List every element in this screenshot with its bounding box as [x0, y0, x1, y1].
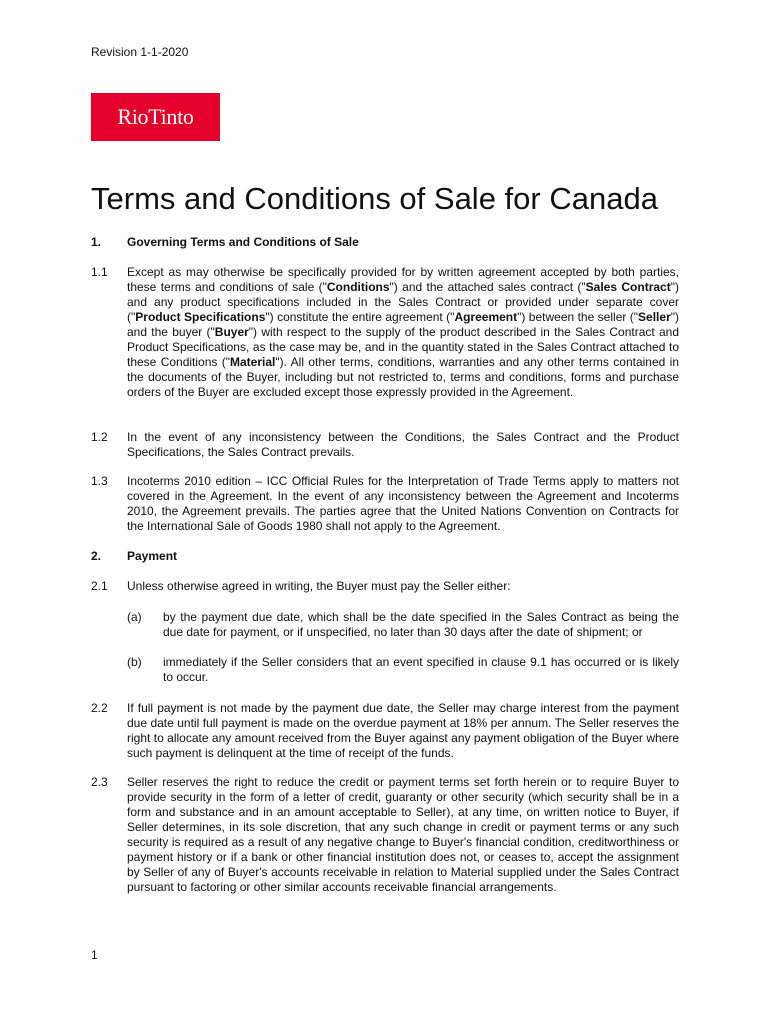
page-number: 1	[91, 948, 98, 962]
defined-term: Seller	[638, 310, 671, 324]
section-heading-2	[91, 549, 177, 563]
clause-text: Unless otherwise agreed in writing, the Buyer must pay the Seller either:	[127, 579, 511, 593]
clause-2-1-a	[127, 610, 679, 640]
clause-text: In the event of any inconsistency between the Conditions, the Sales Contract and the Product Specifications, the Sales Contract prevails.	[127, 430, 679, 459]
revision-label: Revision 1-1-2020	[91, 45, 189, 59]
clause-text: Except as may otherwise be specifically provided for by written agreement accepted by both parties, these terms and conditions of sale ("Conditions") and the attached sales contract ("Sales Contract") and any product specifications included in the Sales Contract or provided under separate cover ("Product Specifications") constitute the entire agreement ("Agreement") between the seller ("Seller") and the buyer ("Buyer") with respect to the supply of the product described in the Sales Contract and Product Specifications, as the case may be, and in the quantity stated in the Sales Contract attached to these Conditions ("Material"). All other terms, conditions, warranties and any other terms contained in the documents of the Buyer, including but not restricted to, terms and conditions, forms and purchase orders of the Buyer are excluded except those expressly provided in the Agreement.	[127, 265, 680, 399]
clause-text: Incoterms 2010 edition – ICC Official Rules for the Interpretation of Trade Terms apply to matters not covered in the Agreement. In the event of any inconsistency between the Agreement and Incoterms 2010, the Agreement prevails. The parties agree that the United Nations Convention on Contracts for the International Sale of Goods 1980 shall not apply to the Agreement.	[127, 474, 679, 533]
defined-term: Material	[230, 355, 276, 369]
clause-number: 2.3	[91, 775, 108, 789]
clause-number: 1.3	[91, 474, 108, 488]
clause-2-2	[91, 701, 679, 761]
clause-text: Seller reserves the right to reduce the credit or payment terms set forth herein or to require Buyer to provide security in the form of a letter of credit, guaranty or other security (which security shall be in a form and substance and in an amount acceptable to Seller), at any time, on written notice to Buyer, if Seller determines, in its sole discretion, that any such change in credit or payment terms or any such security is required as a result of any negative change to Buyer's financial condition, creditworthiness or payment history or if a bank or other financial institution does not, or ceases to, accept the assignment by Seller of any of Buyer's accounts receivable in relation to Material supplied under the Sales Contract pursuant to factoring or other similar accounts receivable financial arrangements.	[127, 775, 679, 894]
section-title: Payment	[127, 549, 178, 563]
clause-number: 2.2	[91, 701, 108, 715]
clause-2-1-b	[127, 655, 679, 685]
section-heading-1	[91, 235, 359, 249]
clause-2-3	[91, 775, 679, 895]
subclause-number: (b)	[127, 655, 142, 669]
clause-number: 2.1	[91, 579, 108, 593]
clause-number: 1.1	[91, 265, 108, 279]
rio-tinto-logo	[91, 93, 220, 141]
defined-term: Product Specifications	[135, 310, 266, 324]
logo-text: RioTinto	[117, 104, 194, 129]
section-number: 2.	[91, 549, 102, 563]
clause-1-2	[91, 430, 679, 460]
section-title: Governing Terms and Conditions of Sale	[127, 235, 359, 249]
clause-text: If full payment is not made by the payment due date, the Seller may charge interest from the payment due date until full payment is made on the overdue payment at 18% per annum. The Seller reserves the right to allocate any amount received from the Buyer against any payment obligation of the Buyer where such payment is delinquent at the time of receipt of the funds.	[127, 701, 679, 760]
subclause-text: by the payment due date, which shall be the date specified in the Sales Contract as being the due date for payment, or if unspecified, no later than 30 days after the date of shipment; or	[163, 610, 679, 639]
defined-term: Sales Contract	[585, 280, 671, 294]
clause-1-1	[91, 265, 679, 400]
clause-2-1	[91, 579, 679, 594]
clause-1-3	[91, 474, 679, 534]
section-number: 1.	[91, 235, 102, 249]
defined-term: Conditions	[326, 280, 390, 294]
subclause-number: (a)	[127, 610, 142, 624]
defined-term: Agreement	[454, 310, 518, 324]
defined-term: Buyer	[214, 325, 249, 339]
document-title: Terms and Conditions of Sale for Canada	[91, 181, 658, 216]
clause-number: 1.2	[91, 430, 108, 444]
subclause-text: immediately if the Seller considers that an event specified in clause 9.1 has occurred or is likely to occur.	[163, 655, 679, 684]
